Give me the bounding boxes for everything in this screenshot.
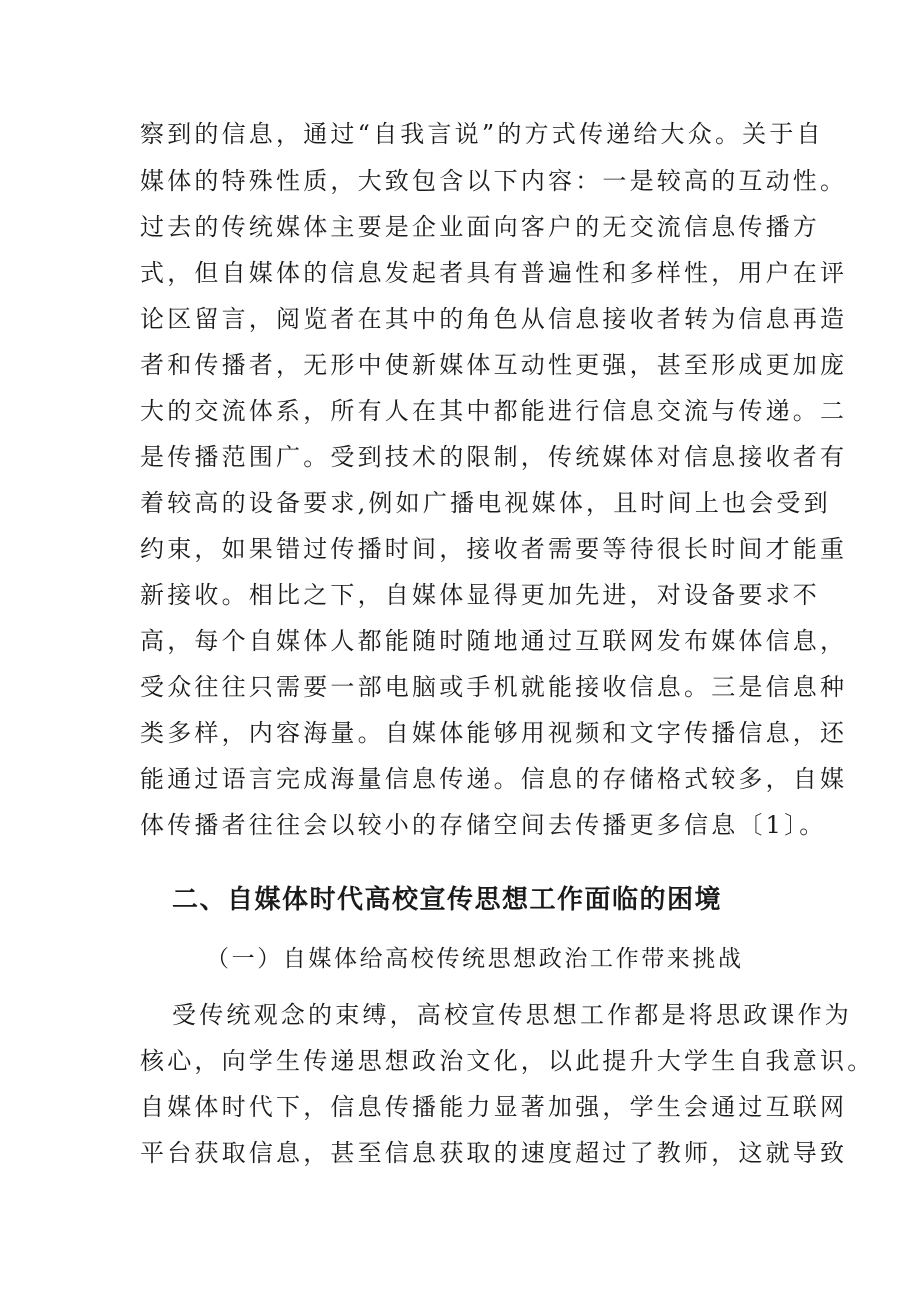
paragraph-line: 平台获取信息，甚至信息获取的速度超过了教师，这就导致 xyxy=(140,1139,848,1167)
paragraph-line: 受众往往只需要一部电脑或手机就能接收信息。三是信息种 xyxy=(140,673,848,701)
paragraph-line: 察到的信息，通过“自我言说”的方式传递给大众。关于自 xyxy=(140,120,824,148)
paragraph-line: 新接收。相比之下，自媒体显得更加先进，对设备要求不 xyxy=(140,581,820,609)
paragraph-line: 媒体的特殊性质，大致包含以下内容：一是较高的互动性。 xyxy=(140,167,848,195)
subsection-heading: （一）自媒体给高校传统思想政治工作带来挑战 xyxy=(206,946,744,972)
paragraph-line: 受传统观念的束缚，高校宣传思想工作都是将思政课作为 xyxy=(172,1001,852,1029)
paragraph-line: 式，但自媒体的信息发起者具有普遍性和多样性，用户在评 xyxy=(140,259,848,287)
paragraph-line: 高，每个自媒体人都能随时随地通过互联网发布媒体信息， xyxy=(140,627,848,655)
paragraph-line: 论区留言，阅览者在其中的角色从信息接收者转为信息再造 xyxy=(140,305,848,333)
paragraph-line: 大的交流体系，所有人在其中都能进行信息交流与传递。二 xyxy=(140,397,848,425)
paragraph-line: 自媒体时代下，信息传播能力显著加强，学生会通过互联网 xyxy=(140,1093,848,1121)
section-heading: 二、自媒体时代高校宣传思想工作面临的困境 xyxy=(172,885,723,915)
paragraph-line: 体传播者往往会以较小的存储空间去传播更多信息〔1〕。 xyxy=(140,811,827,839)
paragraph-line: 约束，如果错过传播时间，接收者需要等待很长时间才能重 xyxy=(140,535,848,563)
paragraph-line: 着较高的设备要求,例如广播电视媒体，且时间上也会受到 xyxy=(140,489,831,517)
paragraph-line: 类多样，内容海量。自媒体能够用视频和文字传播信息，还 xyxy=(140,719,848,747)
paragraph-line: 者和传播者，无形中使新媒体互动性更强，甚至形成更加庞 xyxy=(140,351,848,379)
paragraph-line: 过去的传统媒体主要是企业面向客户的无交流信息传播方 xyxy=(140,213,820,241)
paragraph-line: 能通过语言完成海量信息传递。信息的存储格式较多，自媒 xyxy=(140,765,848,793)
paragraph-line: 是传播范围广。受到技术的限制，传统媒体对信息接收者有 xyxy=(140,443,848,471)
paragraph-line: 核心，向学生传递思想政治文化，以此提升大学生自我意识。 xyxy=(140,1047,875,1075)
